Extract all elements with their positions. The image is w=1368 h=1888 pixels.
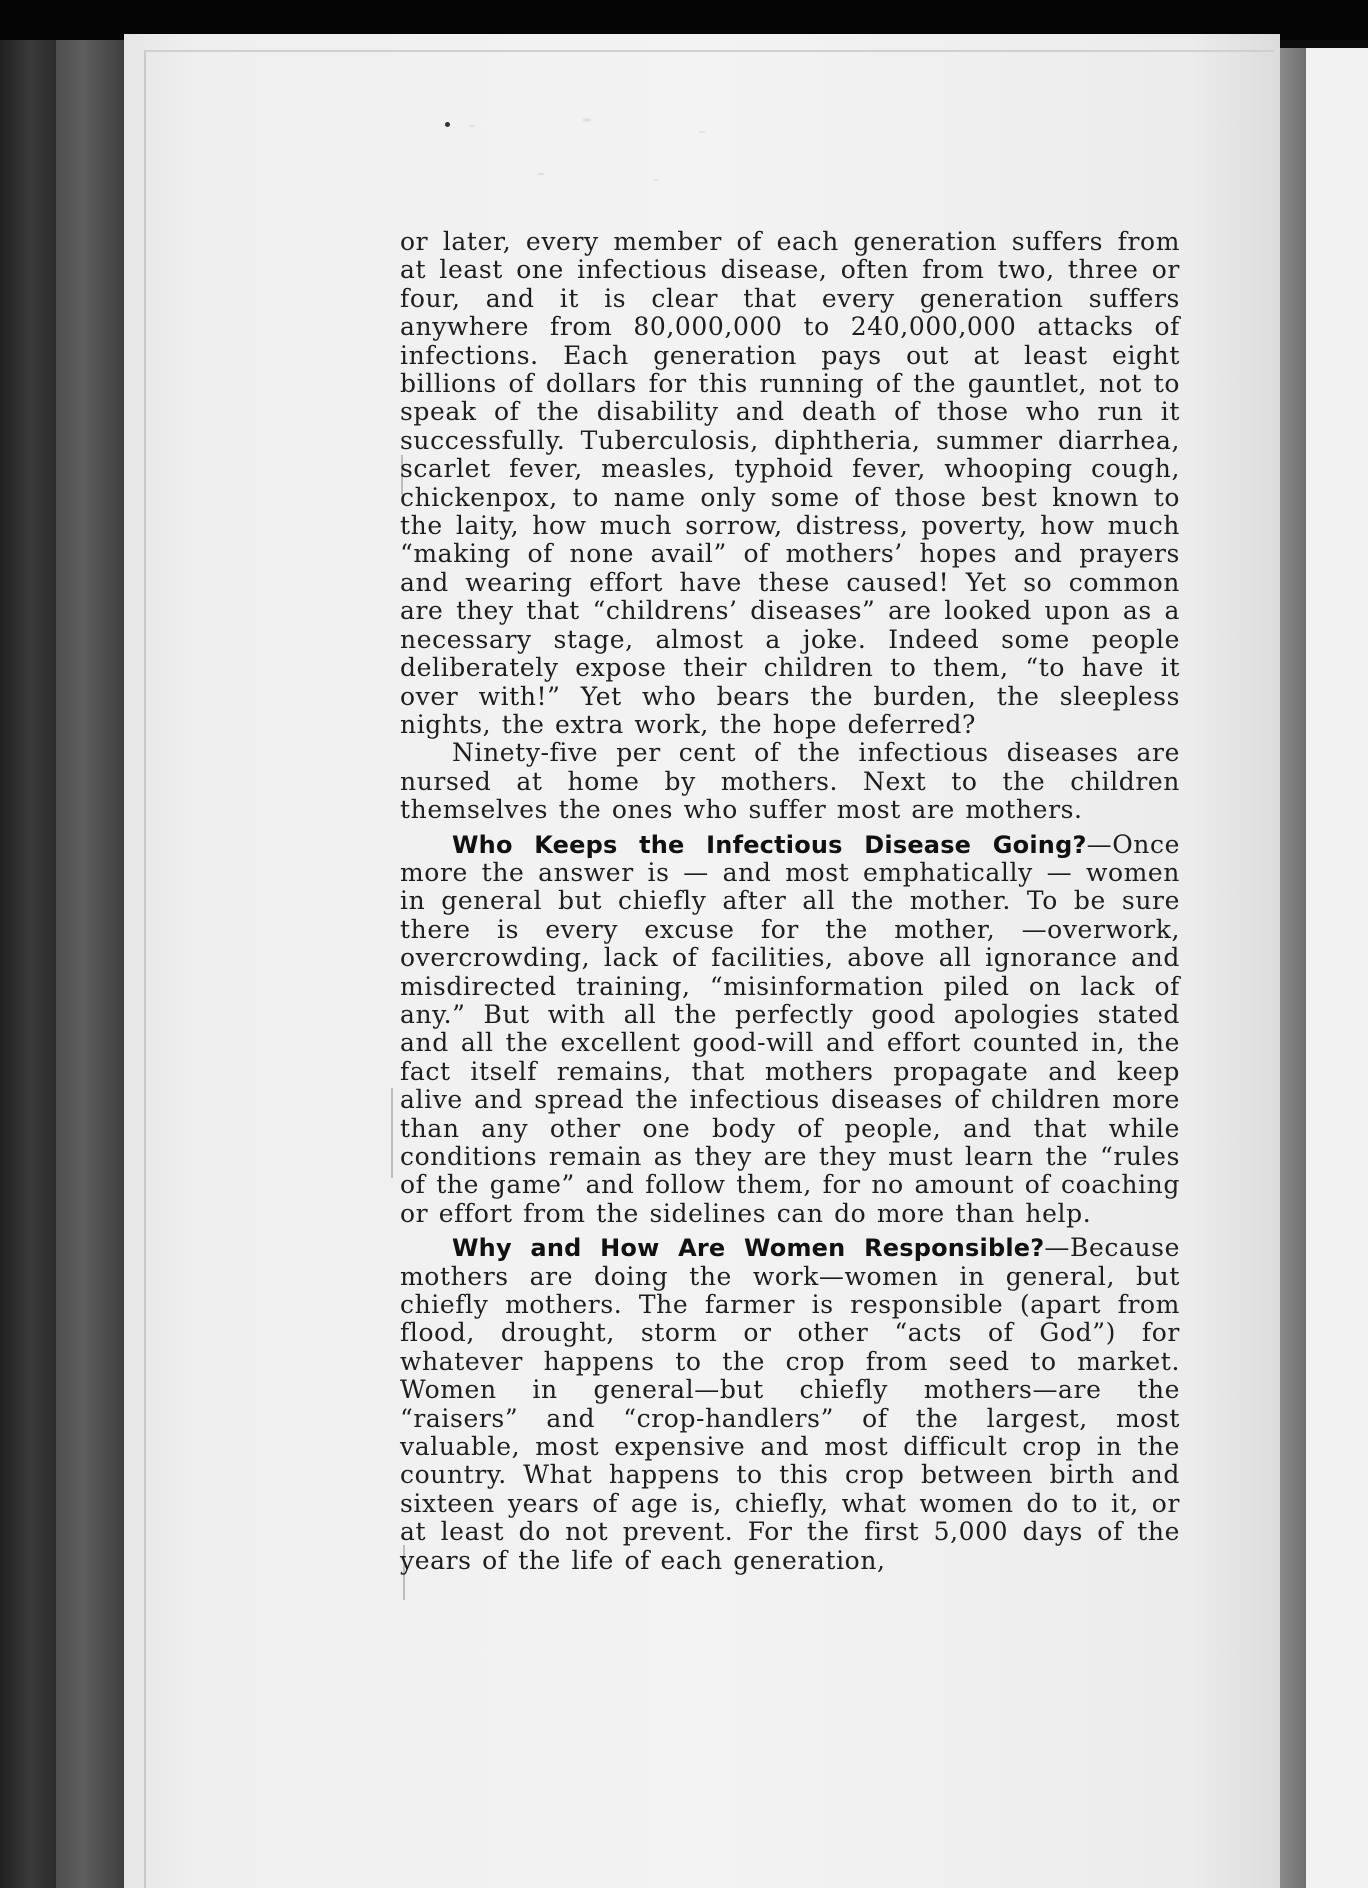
section-body: —Once more the answer is — and most emphatically — women in general but chiefly after all the mother. To be sure there is every excuse for the mother, —overwork, overcrowding, lack of facilities, above all ignorance and misdirected training, “misinformation piled on lack of any.” But with all the perfectly good apologies stated and all the excellent good-will and effort counted in, the fact itself remains, that mothers propagate and keep alive and spread the infectious diseases of children more than any other one body of people, and that while conditions remain as they are they must learn the “rules of the game” and follow them, for no amount of coaching or effort from the sidelines can do more than help. <box>400 829 1180 1228</box>
pencil-margin-mark <box>391 1088 393 1178</box>
facing-page-edge <box>1306 48 1368 1888</box>
paragraph-continuation: or later, every member of each generation suffers from at least one infectious disease, often from two, three or four, and it is clear that every generation suffers anywhere from 80,000,000 to 240,000,000 attacks of infections. Each generation pays out at least eight billions of dollars for this running of the gauntlet, not to speak of the disability and death of those who run it successfully. Tuberculosis, diphtheria, summer diarrhea, scarlet fever, measles, typhoid fever, whooping cough, chickenpox, to name only some of those best known to the laity, how much sorrow, distress, poverty, how much “making of none avail” of mothers’ hopes and prayers and wearing effort have these caused! Yet so common are they that “childrens’ diseases” are looked upon as a necessary stage, almost a joke. Indeed some people deliberately expose their children to them, “to have it over with!” Yet who bears the burden, the sleepless nights, the extra work, the hope deferred? <box>400 227 1180 739</box>
paragraph-mothers-nursing: Ninety-five per cent of the infectious diseases are nursed at home by mothers. Next to the children themselves the ones who suffer most are mothers. <box>400 738 1180 825</box>
section-heading: Why and How Are Women Responsible? <box>452 1234 1045 1263</box>
section-why-women-responsible <box>400 1234 1180 1575</box>
ink-dot <box>445 122 450 127</box>
page-top-edge <box>144 50 1274 52</box>
page-margin-line <box>144 50 146 1888</box>
book-binding <box>0 40 56 1888</box>
section-heading: Who Keeps the Infectious Disease Going? <box>452 830 1087 859</box>
body-text <box>400 228 1180 1575</box>
section-who-keeps-disease-going <box>400 831 1180 1229</box>
section-body: —Because mothers are doing the work—women in general, but chiefly mothers. The farmer is responsible (apart from flood, drought, storm or other “acts of God”) for whatever happens to the crop from seed to market. Women in general—but chiefly mothers—are the “raisers” and “crop-handlers” of the largest, most valuable, most expensive and most difficult crop in the country. What happens to this crop between birth and sixteen years of age is, chiefly, what women do to it, or at least do not prevent. For the first 5,000 days of the years of the life of each generation, <box>400 1233 1180 1575</box>
book-cover-board <box>56 40 124 1888</box>
bleed-through-marks <box>380 90 840 210</box>
page-gutter-shadow <box>1280 48 1306 1888</box>
